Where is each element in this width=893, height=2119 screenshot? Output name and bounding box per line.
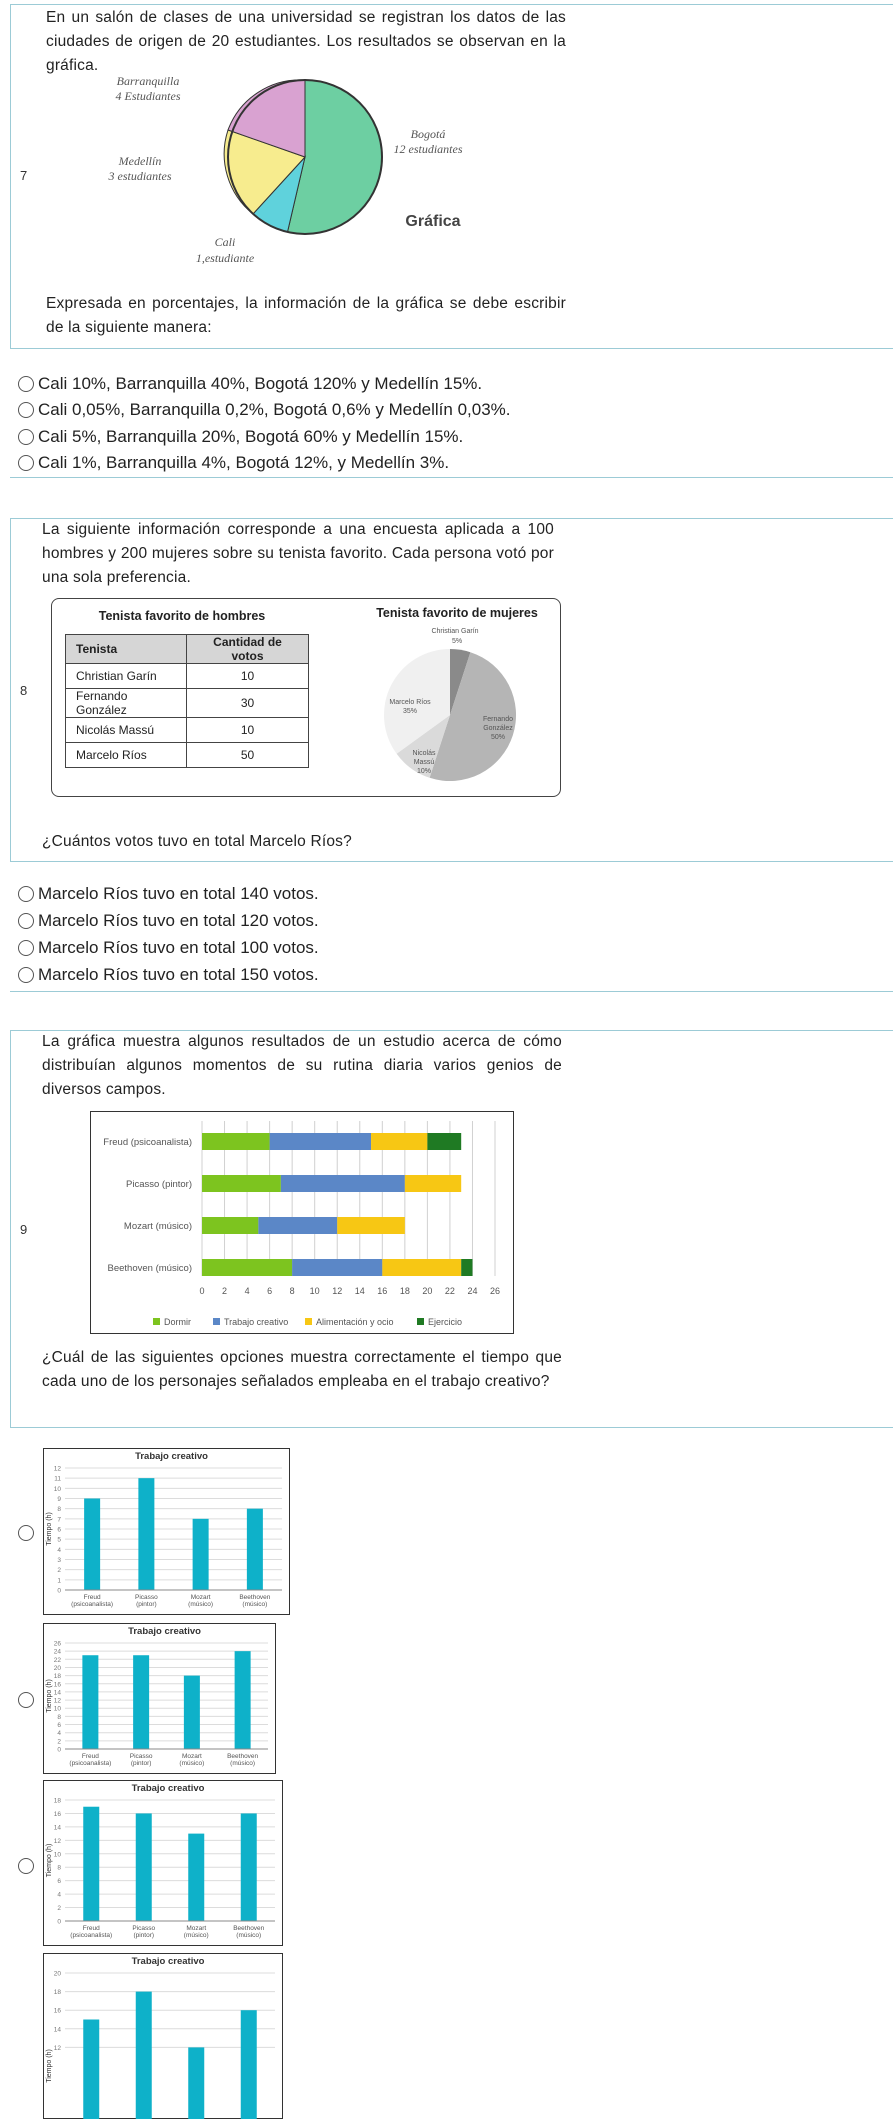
x-tick-label: 14	[355, 1286, 365, 1296]
option-bar	[193, 1519, 209, 1590]
question-8-separator	[10, 861, 893, 862]
x-category-label: Beethoven	[239, 1594, 270, 1601]
y-tick-label: 20	[54, 1665, 62, 1672]
question-8-prompt: ¿Cuántos votos tuvo en total Marcelo Ríos?	[42, 830, 554, 854]
x-tick-label: 0	[199, 1286, 204, 1296]
y-tick-label: 2	[57, 1905, 61, 1912]
question-7-number: 7	[20, 168, 27, 183]
label-cali: Cali	[215, 235, 236, 249]
y-tick-label: 0	[57, 1919, 61, 1926]
x-category-label: Beethoven	[233, 1925, 264, 1932]
y-tick-label: 2	[57, 1738, 61, 1745]
pie-label-massu-pct: 10%	[417, 768, 431, 775]
x-category-sublabel: (psicoanalista)	[70, 1932, 112, 1939]
y-tick-label: 8	[57, 1714, 61, 1721]
label-medellin: Medellín	[118, 154, 162, 168]
y-tick-label: 0	[57, 1747, 61, 1754]
option-bar	[241, 2010, 257, 2119]
x-category-sublabel: (músico)	[188, 1601, 213, 1608]
pie-label-massu: Nicolás	[413, 750, 436, 757]
x-category-label: Beethoven	[227, 1753, 258, 1760]
q8-option-3[interactable]	[18, 935, 319, 961]
option-bar	[84, 1499, 100, 1591]
q9-option-2[interactable]	[18, 1687, 38, 1713]
x-category-label: Mozart	[182, 1753, 202, 1760]
category-label: Mozart (músico)	[124, 1221, 192, 1232]
label-bogota-count: 12 estudiantes	[394, 142, 463, 156]
x-tick-label: 4	[245, 1286, 250, 1296]
y-tick-label: 16	[54, 2008, 62, 2015]
q8-option-1[interactable]	[18, 881, 319, 907]
pie-label-garin-pct: 5%	[452, 638, 462, 645]
row-name: Marcelo Ríos	[66, 743, 187, 768]
y-tick-label: 4	[57, 1892, 61, 1899]
y-tick-label: 0	[57, 1588, 61, 1595]
question-9-left-border	[10, 1030, 11, 1427]
option-bar	[83, 2020, 99, 2119]
option-bar	[241, 1813, 257, 1921]
x-category-label: Picasso	[132, 1925, 155, 1932]
option-bar	[138, 1478, 154, 1590]
q9-option-1-chart[interactable]	[43, 1448, 290, 1615]
legend-label: Ejercicio	[428, 1317, 462, 1327]
x-category-label: Mozart	[186, 1925, 206, 1932]
y-axis-label: Tiempo (h)	[46, 2049, 53, 2083]
pie-label-gonzalez-pct: 50%	[491, 734, 505, 741]
option-bar	[235, 1651, 251, 1749]
q9-option-4-chart[interactable]	[43, 1953, 283, 2119]
x-category-sublabel: (músico)	[242, 1601, 267, 1608]
y-tick-label: 2	[57, 1567, 61, 1574]
y-axis-label: Tiempo (h)	[46, 1512, 53, 1546]
option-bar	[136, 1992, 152, 2119]
y-tick-label: 26	[54, 1641, 62, 1648]
radio-button[interactable]	[18, 1692, 34, 1708]
x-tick-label: 8	[290, 1286, 295, 1296]
option-text: Marcelo Ríos tuvo en total 150 votos.	[38, 965, 319, 985]
legend-label: Trabajo creativo	[224, 1317, 288, 1327]
q9-option-3-chart[interactable]	[43, 1780, 283, 1946]
city-pie-chart	[100, 70, 500, 270]
x-tick-label: 22	[445, 1286, 455, 1296]
x-category-label: Freud	[82, 1753, 99, 1760]
question-9-separator	[10, 1427, 893, 1428]
y-axis-label: Tiempo (h)	[46, 1679, 53, 1713]
question-8-number: 8	[20, 683, 27, 698]
x-category-label: Freud	[84, 1594, 101, 1601]
label-cali-count: 1,estudiante	[196, 251, 255, 265]
stacked-bar-segment	[427, 1133, 461, 1150]
question-7-separator	[10, 348, 893, 349]
option-bar	[188, 1834, 204, 1921]
y-tick-label: 8	[57, 1506, 61, 1513]
y-tick-label: 5	[57, 1537, 61, 1544]
radio-button[interactable]	[18, 1525, 34, 1541]
stacked-bar-segment	[202, 1217, 258, 1234]
question-9-prompt: ¿Cuál de las siguientes opciones muestra correctamente el tiempo que cada uno de los personajes señalados empleaba en el trabajo creativo?	[42, 1346, 562, 1394]
y-tick-label: 4	[57, 1547, 61, 1554]
x-category-sublabel: (pintor)	[131, 1760, 152, 1767]
q7-option-3[interactable]	[18, 424, 463, 450]
x-tick-label: 18	[400, 1286, 410, 1296]
radio-button[interactable]	[18, 402, 34, 418]
stacked-bar-segment	[382, 1259, 461, 1276]
grafica-label: Gráfica	[405, 213, 460, 230]
y-tick-label: 12	[54, 2045, 62, 2052]
y-tick-label: 20	[54, 1971, 62, 1978]
category-label: Picasso (pintor)	[126, 1179, 192, 1190]
label-barranquilla-count: 4 Estudiantes	[116, 89, 181, 103]
y-tick-label: 12	[54, 1698, 62, 1705]
y-tick-label: 10	[54, 1851, 62, 1858]
x-category-label: Picasso	[130, 1753, 153, 1760]
y-tick-label: 3	[57, 1557, 61, 1564]
y-tick-label: 22	[54, 1657, 62, 1664]
stacked-bar-segment	[202, 1133, 270, 1150]
option-text: Marcelo Ríos tuvo en total 100 votos.	[38, 938, 319, 958]
x-category-sublabel: (pintor)	[136, 1601, 157, 1608]
option-bar	[83, 1807, 99, 1921]
option-text: Cali 5%, Barranquilla 20%, Bogotá 60% y Medellín 15%.	[38, 427, 463, 447]
x-category-sublabel: (pintor)	[133, 1932, 154, 1939]
radio-button[interactable]	[18, 429, 34, 445]
y-tick-label: 14	[54, 1689, 62, 1696]
chart-title: Trabajo creativo	[135, 1451, 208, 1462]
chart-title: Trabajo creativo	[132, 1956, 205, 1967]
legend-swatch	[417, 1318, 424, 1325]
y-tick-label: 14	[54, 1824, 62, 1831]
pie-label-gonzalez: Fernando	[483, 716, 513, 723]
chart-title: Trabajo creativo	[132, 1783, 205, 1794]
option-text: Marcelo Ríos tuvo en total 120 votos.	[38, 911, 319, 931]
y-tick-label: 9	[57, 1496, 61, 1503]
pie-label-rios: Marcelo Ríos	[389, 699, 431, 706]
y-tick-label: 8	[57, 1865, 61, 1872]
stacked-bar-segment	[281, 1175, 405, 1192]
x-category-label: Mozart	[191, 1594, 211, 1601]
radio-button[interactable]	[18, 1858, 34, 1874]
pie-title: Tenista favorito de mujeres	[376, 606, 538, 620]
y-tick-label: 4	[57, 1730, 61, 1737]
q7-option-2[interactable]	[18, 397, 511, 423]
stacked-bar-segment	[405, 1175, 461, 1192]
x-tick-label: 20	[422, 1286, 432, 1296]
option-bar	[136, 1813, 152, 1921]
y-tick-label: 18	[54, 1798, 62, 1805]
legend-swatch	[153, 1318, 160, 1325]
question-9-stem: La gráfica muestra algunos resultados de un estudio acerca de cómo distribuían algunos momentos de su rutina diaria varios genios de diversos campos.	[42, 1030, 562, 1102]
stacked-bar-segment	[292, 1259, 382, 1276]
radio-button[interactable]	[18, 913, 34, 929]
row-name: Christian Garín	[66, 664, 187, 689]
men-votes-table	[65, 634, 309, 768]
y-tick-label: 12	[54, 1838, 62, 1845]
question-7-left-border	[10, 4, 11, 348]
question-8-stem: La siguiente información corresponde a una encuesta aplicada a 100 hombres y 200 mujeres sobre su tenista favorito. Cada persona votó por una sola preferencia.	[42, 518, 554, 590]
x-tick-label: 24	[467, 1286, 477, 1296]
q8-option-4[interactable]	[18, 962, 319, 988]
y-tick-label: 11	[54, 1476, 61, 1483]
y-tick-label: 18	[54, 1989, 62, 1996]
y-tick-label: 10	[54, 1706, 62, 1713]
x-category-sublabel: (psicoanalista)	[69, 1760, 111, 1767]
question-8-left-border	[10, 518, 11, 861]
q7-option-4[interactable]	[18, 450, 449, 476]
pie-label-massu-2: Massú	[414, 759, 435, 766]
stacked-bar-segment	[270, 1133, 371, 1150]
x-tick-label: 16	[377, 1286, 387, 1296]
stacked-bar-segment	[461, 1259, 472, 1276]
y-tick-label: 6	[57, 1527, 61, 1534]
pie-label-rios-pct: 35%	[403, 708, 417, 715]
x-category-sublabel: (músico)	[230, 1760, 255, 1767]
y-tick-label: 16	[54, 1811, 62, 1818]
x-category-sublabel: (músico)	[236, 1932, 261, 1939]
option-bar	[184, 1676, 200, 1749]
y-tick-label: 6	[57, 1722, 61, 1729]
label-barranquilla: Barranquilla	[117, 74, 180, 88]
option-bar	[247, 1509, 263, 1590]
category-label: Beethoven (músico)	[108, 1263, 192, 1274]
x-tick-label: 10	[310, 1286, 320, 1296]
category-label: Freud (psicoanalista)	[103, 1137, 192, 1148]
radio-button[interactable]	[18, 455, 34, 471]
stacked-bar-segment	[202, 1175, 281, 1192]
stacked-bar-segment	[202, 1259, 292, 1276]
option-bar	[82, 1655, 98, 1749]
question-7-prompt: Expresada en porcentajes, la información de la gráfica se debe escribir de la siguiente manera:	[46, 292, 566, 340]
row-name: Fernando González	[66, 689, 187, 718]
row-votes: 10	[187, 718, 309, 743]
option-bar	[133, 1655, 149, 1749]
pie-label-garin: Christian Garín	[431, 628, 478, 635]
q8-option-2[interactable]	[18, 908, 319, 934]
header-votos: Cantidad de votos	[187, 635, 309, 664]
stacked-bar-segment	[337, 1217, 405, 1234]
legend-swatch	[305, 1318, 312, 1325]
y-tick-label: 16	[54, 1681, 62, 1688]
y-tick-label: 10	[54, 1486, 62, 1493]
stacked-bar-segment	[371, 1133, 427, 1150]
y-axis-label: Tiempo (h)	[46, 1844, 53, 1878]
option-text: Cali 0,05%, Barranquilla 0,2%, Bogotá 0,6% y Medellín 0,03%.	[38, 400, 511, 420]
y-tick-label: 7	[57, 1516, 61, 1523]
option-bar	[188, 2047, 204, 2119]
chart-title: Trabajo creativo	[128, 1626, 201, 1637]
table-title: Tenista favorito de hombres	[62, 609, 302, 623]
x-tick-label: 26	[490, 1286, 500, 1296]
radio-button[interactable]	[18, 886, 34, 902]
x-category-sublabel: (músico)	[184, 1932, 209, 1939]
x-category-sublabel: (músico)	[179, 1760, 204, 1767]
y-tick-label: 1	[57, 1577, 61, 1584]
q9-option-1[interactable]	[18, 1520, 38, 1546]
y-tick-label: 24	[54, 1649, 62, 1656]
q7-option-1[interactable]	[18, 371, 482, 397]
legend-swatch	[213, 1318, 220, 1325]
legend-label: Dormir	[164, 1317, 191, 1327]
x-category-label: Picasso	[135, 1594, 158, 1601]
header-tenista: Tenista	[66, 635, 187, 664]
row-votes: 50	[187, 743, 309, 768]
q9-option-3[interactable]	[18, 1853, 38, 1879]
x-category-label: Freud	[83, 1925, 100, 1932]
option-text: Cali 1%, Barranquilla 4%, Bogotá 12%, y Medellín 3%.	[38, 453, 449, 473]
y-tick-label: 14	[54, 2026, 62, 2033]
legend-label: Alimentación y ocio	[316, 1317, 394, 1327]
stacked-bar-segment	[258, 1217, 337, 1234]
y-tick-label: 6	[57, 1878, 61, 1885]
tennis-figure	[51, 598, 561, 797]
y-tick-label: 12	[54, 1466, 62, 1473]
radio-button[interactable]	[18, 940, 34, 956]
q9-option-2-chart[interactable]	[43, 1623, 276, 1774]
y-tick-label: 18	[54, 1673, 62, 1680]
row-votes: 10	[187, 664, 309, 689]
question-9-number: 9	[20, 1222, 27, 1237]
label-medellin-count: 3 estudiantes	[108, 169, 172, 183]
row-name: Nicolás Massú	[66, 718, 187, 743]
pie-label-gonzalez-2: González	[483, 725, 513, 732]
question-7-stem: En un salón de clases de una universidad se registran los datos de las ciudades de origen de 20 estudiantes. Los resultados se observan en la gráfica.	[46, 6, 566, 78]
women-pie-chart	[352, 603, 557, 793]
option-text: Marcelo Ríos tuvo en total 140 votos.	[38, 884, 319, 904]
radio-button[interactable]	[18, 967, 34, 983]
x-category-sublabel: (psicoanalista)	[71, 1601, 113, 1608]
x-tick-label: 2	[222, 1286, 227, 1296]
routine-stacked-bar-chart	[90, 1111, 514, 1334]
x-tick-label: 12	[332, 1286, 342, 1296]
label-bogota: Bogotá	[411, 127, 446, 141]
x-tick-label: 6	[267, 1286, 272, 1296]
option-text: Cali 10%, Barranquilla 40%, Bogotá 120% y Medellín 15%.	[38, 374, 482, 394]
radio-button[interactable]	[18, 376, 34, 392]
row-votes: 30	[187, 689, 309, 718]
